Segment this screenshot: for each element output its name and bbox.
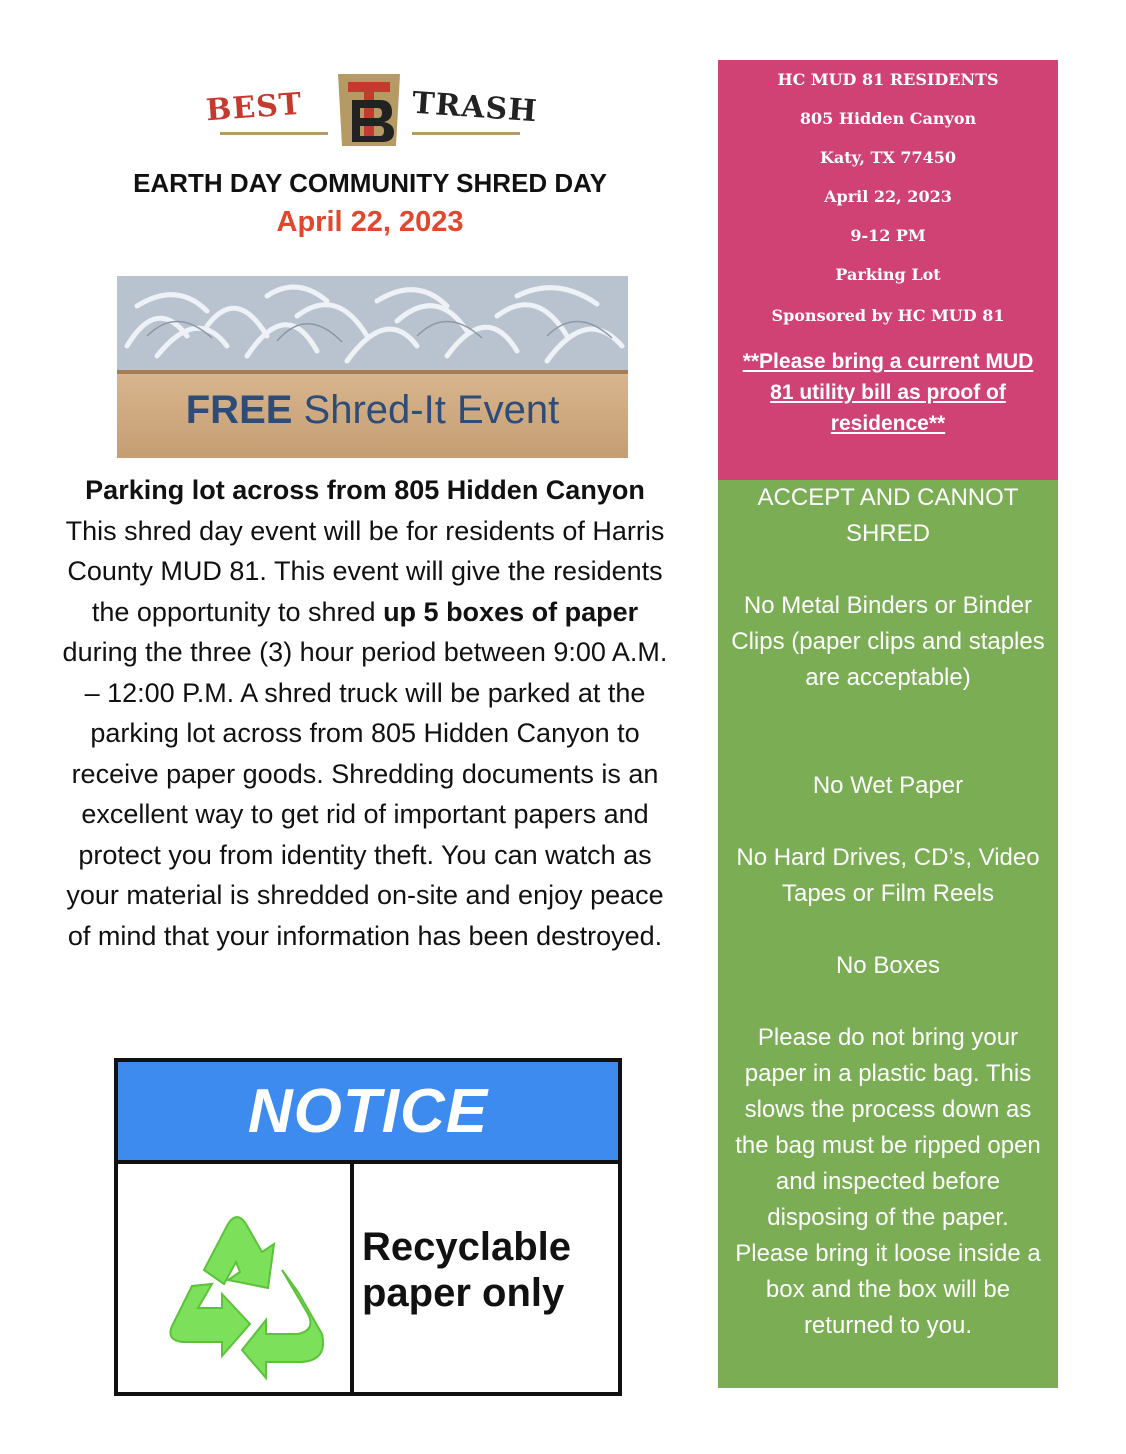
rules-heading: ACCEPT AND CANNOT SHRED <box>757 484 1019 547</box>
info-line-location: Parking Lot <box>835 265 941 284</box>
free-shred-banner <box>117 276 628 458</box>
info-line-date: April 22, 2023 <box>824 187 952 206</box>
notice-title: NOTICE <box>247 1077 489 1146</box>
info-line-sponsor: Sponsored by HC MUD 81 <box>771 306 1005 325</box>
description-bold: up 5 boxes of paper <box>383 596 639 627</box>
notice-sign <box>114 1058 622 1396</box>
recycle-icon <box>132 1174 342 1384</box>
info-line-address: 805 Hidden Canyon <box>799 109 977 128</box>
info-line-time: 9-12 PM <box>850 226 926 245</box>
info-line-residents: HC MUD 81 RESIDENTS <box>777 70 999 89</box>
event-title: EARTH DAY COMMUNITY SHRED DAY <box>133 168 607 198</box>
logo-underline-left <box>220 132 328 135</box>
banner-text-rest: Shred-It Event <box>292 388 560 432</box>
event-description <box>62 470 668 956</box>
rule-item-binders: No Metal Binders or Binder Clips (paper clips and staples are acceptable) <box>731 592 1045 691</box>
logo-word-left: BEST <box>204 86 304 129</box>
rule-item-plastic-bag: Please do not bring your paper in a plastic bag. This slows the process down as the bag must be ripped open and inspected before disposing of the paper. Please bring it loose inside a box and the box will be returned to you. <box>735 1024 1041 1339</box>
rule-item-boxes: No Boxes <box>835 952 941 979</box>
notice-header <box>118 1062 618 1164</box>
description-part-2: during the three (3) hour period between 9:00 A.M. – 12:00 P.M. A shred truck will be parked at the parking lot across from 805 Hidden Canyon to receive paper goods. Shredding documents is an excellent way to get rid of important papers and protect you from identity theft. You can watch as your material is shredded on-site and enjoy peace of mind that your information has been destroyed. <box>62 637 668 951</box>
rule-item-media: No Hard Drives, CD’s, Video Tapes or Film Reels <box>736 844 1040 907</box>
location-heading: Parking lot across from 805 Hidden Canyon <box>85 475 645 505</box>
rule-item-wet-paper: No Wet Paper <box>812 772 964 799</box>
shred-rules-box <box>718 480 1058 1388</box>
notice-text-line-1: Recyclable <box>362 1225 572 1269</box>
logo-underline-right <box>412 132 520 135</box>
description-part-1: This shred day event will be for residents of Harris County MUD 81. This event will give the residents the opportunity to shred <box>65 515 665 627</box>
shredded-paper-image <box>117 276 628 376</box>
event-date: April 22, 2023 <box>276 206 464 238</box>
banner-text <box>117 388 628 433</box>
banner-text-bold: FREE <box>185 388 293 432</box>
notice-text <box>362 1224 618 1316</box>
info-line-city: Katy, TX 77450 <box>819 148 957 167</box>
logo-emblem-icon <box>332 68 406 152</box>
best-trash-logo <box>200 68 540 158</box>
notice-divider <box>350 1164 354 1396</box>
proof-of-residence-note: **Please bring a current MUD 81 utility bill as proof of residence** <box>742 350 1034 435</box>
description-paragraph <box>62 511 668 957</box>
event-info-box <box>718 60 1058 480</box>
logo-word-right: TRASH <box>410 85 539 130</box>
notice-text-line-2: paper only <box>362 1271 565 1315</box>
